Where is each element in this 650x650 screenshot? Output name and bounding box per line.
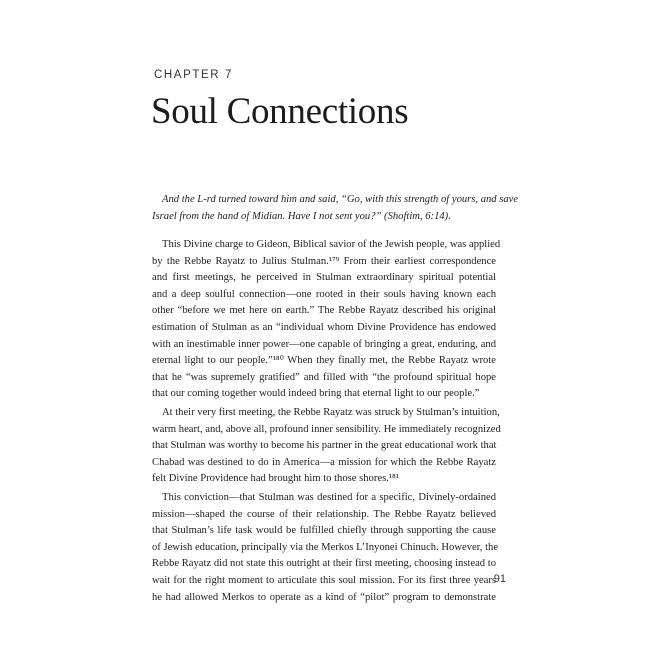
paragraph-line: and a deep soulful connection—one rooted in their souls having known each	[152, 288, 496, 300]
paragraph-line: estimation of Stulman as an “individual whom Divine Providence has endowed	[152, 321, 496, 333]
paragraph-2	[152, 405, 501, 488]
paragraph-line: that Stulman’s life task would be fulfilled chiefly through supporting the cause	[152, 525, 496, 537]
paragraph-line: that our coming together would indeed bring that eternal light to our people.”	[152, 388, 480, 400]
paragraph-line: by the Rebbe Rayatz to Julius Stulman.¹⁷⁹ From their earliest correspondence	[152, 255, 496, 267]
paragraph-line: of Jewish education, principally via the Merkos L’Inyonei Chinuch. However, the	[152, 541, 499, 553]
chapter-label: CHAPTER 7	[154, 69, 233, 81]
paragraph-line: eternal light to our people.”¹⁸⁰ When they finally met, the Rebbe Rayatz wrote	[152, 355, 496, 367]
paragraph-line: with an inestimable inner power—one capable of bringing a great, enduring, and	[152, 338, 496, 350]
paragraph-line: wait for the right moment to articulate this soul mission. For its first three years	[152, 574, 496, 586]
paragraph-line: Rebbe Rayatz did not state this outright at their first meeting, choosing instead to	[152, 558, 496, 570]
paragraph-line: Chabad was destined to do in America—a mission for which the Rebbe Rayatz	[152, 456, 496, 468]
page-number: 91	[493, 573, 506, 585]
epigraph-line: Israel from the hand of Midian. Have I not sent you?” (Shoftim, 6:14).	[152, 210, 451, 222]
paragraph-line: warm heart, and, above all, profound inner sensibility. He immediately recognized	[152, 423, 501, 435]
paragraph-line: that Stulman was worthy to become his partner in the great educational work that	[152, 440, 497, 452]
paragraph-line: that he “was supremely gratified” and filled with “the profound spiritual hope	[152, 371, 496, 383]
paragraph-line: and first meetings, he perceived in Stulman extraordinary spiritual potential	[152, 272, 496, 284]
paragraph-line: This conviction—that Stulman was destined for a specific, Divinely-ordained	[162, 492, 496, 503]
epigraph	[152, 192, 519, 225]
paragraph-3	[152, 490, 499, 606]
epigraph-line: And the L-rd turned toward him and said, “Go, with this strength of yours, and save	[162, 194, 519, 205]
paragraph-line: he had allowed Merkos to operate as a kind of “pilot” program to demonstrate	[152, 591, 496, 603]
paragraph-1	[152, 237, 501, 403]
paragraph-line: other “before we met here on earth.” The Rebbe Rayatz described his original	[152, 305, 496, 317]
paragraph-line: felt Divine Providence had brought him to those shores.¹⁸¹	[152, 473, 399, 485]
paragraph-line: This Divine charge to Gideon, Biblical savior of the Jewish people, was applied	[162, 239, 501, 250]
chapter-title: Soul Connections	[151, 91, 409, 132]
paragraph-line: At their very first meeting, the Rebbe Rayatz was struck by Stulman’s intuition,	[162, 407, 500, 418]
paragraph-line: mission—shaped the course of their relationship. The Rebbe Rayatz believed	[152, 508, 496, 520]
